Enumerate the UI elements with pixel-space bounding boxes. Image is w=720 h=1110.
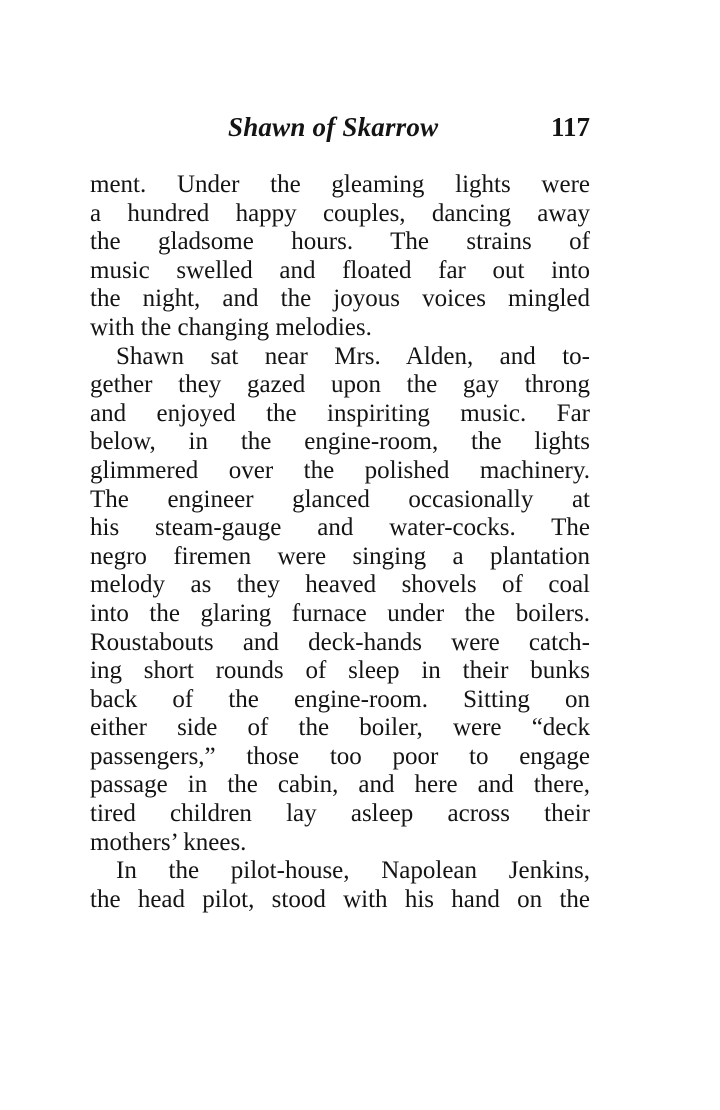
text-line: mothers’ knees. — [90, 828, 247, 856]
text-line: Shawn sat near Mrs. Alden, and to- — [116, 342, 590, 370]
text-line: gether they gazed upon the gay throng — [90, 371, 590, 399]
page-number: 117 — [550, 112, 590, 142]
running-header — [90, 112, 590, 152]
text-line: back of the engine-room. Sitting on — [90, 685, 590, 713]
text-line: passage in the cabin, and here and there, — [90, 771, 590, 799]
text-line: negro firemen were singing a plantation — [90, 542, 590, 570]
text-line: either side of the boiler, were “deck — [90, 714, 590, 742]
text-line: passengers,” those too poor to engage — [90, 742, 590, 770]
text-line: with the changing melodies. — [90, 313, 372, 341]
text-line: Roustabouts and deck-hands were catch- — [90, 628, 590, 656]
text-line: In the pilot-house, Napolean Jenkins, — [116, 857, 590, 885]
text-line: glimmered over the polished machinery. — [90, 456, 590, 484]
text-line: the night, and the joyous voices mingled — [90, 285, 590, 313]
text-line: ing short rounds of sleep in their bunks — [90, 657, 590, 685]
text-line: his steam-gauge and water-cocks. The — [90, 514, 590, 542]
text-line: tired children lay asleep across their — [90, 800, 590, 828]
body-text — [90, 171, 590, 914]
text-line: into the glaring furnace under the boilers. — [90, 599, 590, 627]
text-line: the gladsome hours. The strains of — [90, 228, 590, 256]
text-line: a hundred happy couples, dancing away — [90, 199, 590, 227]
text-line: melody as they heaved shovels of coal — [90, 571, 590, 599]
text-line: ment. Under the gleaming lights were — [90, 171, 590, 198]
running-title: Shawn of Skarrow — [228, 112, 439, 142]
text-line: and enjoyed the inspiriting music. Far — [90, 399, 590, 427]
text-line: the head pilot, stood with his hand on the — [90, 885, 590, 913]
text-line: below, in the engine-room, the lights — [90, 428, 590, 456]
text-line: music swelled and floated far out into — [90, 256, 590, 284]
text-line: The engineer glanced occasionally at — [90, 485, 590, 513]
